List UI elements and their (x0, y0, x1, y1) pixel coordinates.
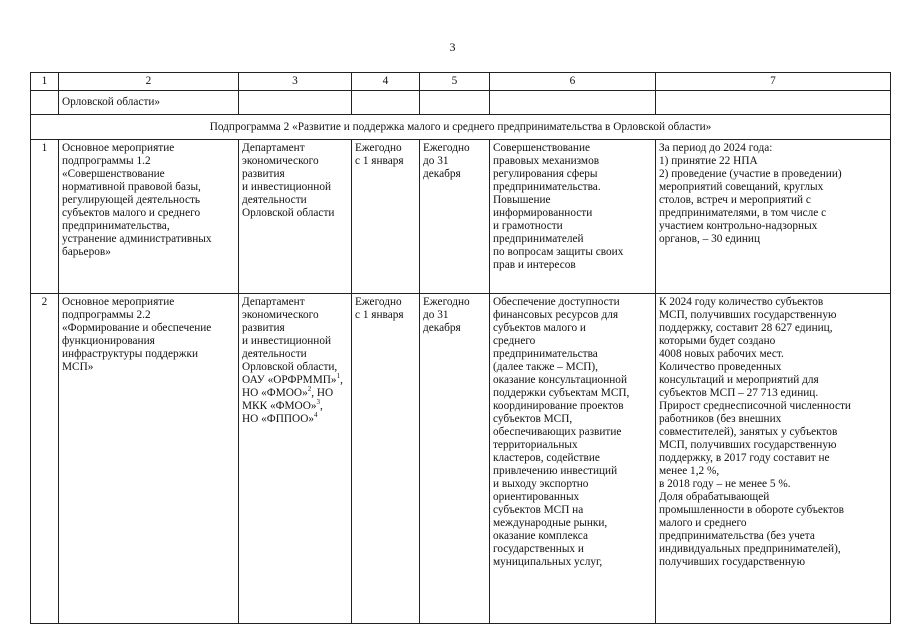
footnote-mark: 1 (336, 372, 341, 381)
table-row (31, 294, 891, 624)
end-date-cell: Ежегодно до 31 декабря (420, 294, 490, 624)
subprogram-title: Подпрограмма 2 «Развитие и поддержка малого и среднего предпринимательства в Орловской области» (31, 115, 891, 140)
program-table (30, 72, 891, 624)
event-cell: Основное мероприятие подпрограммы 1.2 «Совершенствование нормативной правовой базы, регулирующей деятельность субъектов малого и среднего предпринимательства, устранение административных барьеров» (59, 140, 239, 294)
col-header-5: 5 (420, 73, 490, 91)
subprogram-row (31, 115, 891, 140)
col-header-3: 3 (239, 73, 352, 91)
executor-text: , НО «ФМОО» (242, 374, 343, 399)
result-cell: Обеспечение доступности финансовых ресурсов для субъектов малого и среднего предпринимательства (далее также – МСП), оказание консультационной поддержки субъектам МСП, координирование проектов субъектов МСП, обеспечивающих развитие территориальных кластеров, содействие привлечению инвестиций и выходу экспортно ориентированных субъектов МСП на международные рынки, оказание комплекса государственных и муниципальных услуг, (490, 294, 656, 624)
executor-text: , НО МКК «ФМОО» (242, 387, 334, 412)
col-header-7: 7 (656, 73, 891, 91)
end-date-cell: Ежегодно до 31 декабря (420, 140, 490, 294)
table-row (31, 140, 891, 294)
col-header-4: 4 (352, 73, 420, 91)
indicators-cell: К 2024 году количество субъектов МСП, получивших государственную поддержку, составит 28 627 единиц, которыми будет создано 4008 новых рабочих мест. Количество проведенных консультаций и мероприятий для субъектов МСП – 27 713 единиц. Прирост среднесписочной численности работников (без внешних совместителей), занятых у субъектов МСП, получивших государственную поддержку, в 2017 году составит не менее 1,2 %, в 2018 году – не менее 5 %. Доля обрабатывающей промышленности в обороте субъектов малого и среднего предпринимательства (без учета индивидуальных предпринимателей), получивших государственную (656, 294, 891, 624)
footnote-mark: 4 (314, 411, 318, 420)
footnote-mark: 2 (307, 385, 312, 394)
executor-text: Департамент экономического развития и инвестиционной деятельности Орловской области, ОАУ «ОРФРММП» (242, 296, 338, 386)
indicators-cell: За период до 2024 года: 1) принятие 22 НПА 2) проведение (участие в проведении) мероприятий совещаний, круглых столов, встреч и мероприятий с предпринимателями, в том числе с участием контрольно-надзорных органов, – 30 единиц (656, 140, 891, 294)
start-date-cell: Ежегодно с 1 января (352, 294, 420, 624)
header-row (31, 73, 891, 91)
executor-text: , НО «ФППОО» (242, 400, 323, 425)
col-header-6: 6 (490, 73, 656, 91)
result-cell: Совершенствование правовых механизмов регулирования сферы предпринимательства. Повышение информированности и грамотности предпринимателей по вопросам защиты своих прав и интересов (490, 140, 656, 294)
footnote-mark: 3 (316, 398, 321, 407)
col-header-2: 2 (59, 73, 239, 91)
page-number: 3 (449, 40, 456, 54)
col-header-1: 1 (31, 73, 59, 91)
executor-cell (239, 294, 352, 624)
row-number: 2 (31, 294, 59, 624)
region-cell: Орловской области» (59, 91, 239, 115)
event-cell: Основное мероприятие подпрограммы 2.2 «Формирование и обеспечение функционирования инфраструктуры поддержки МСП» (59, 294, 239, 624)
executor-cell: Департамент экономического развития и инвестиционной деятельности Орловской области (239, 140, 352, 294)
region-row (31, 91, 891, 115)
row-number: 1 (31, 140, 59, 294)
start-date-cell: Ежегодно с 1 января (352, 140, 420, 294)
